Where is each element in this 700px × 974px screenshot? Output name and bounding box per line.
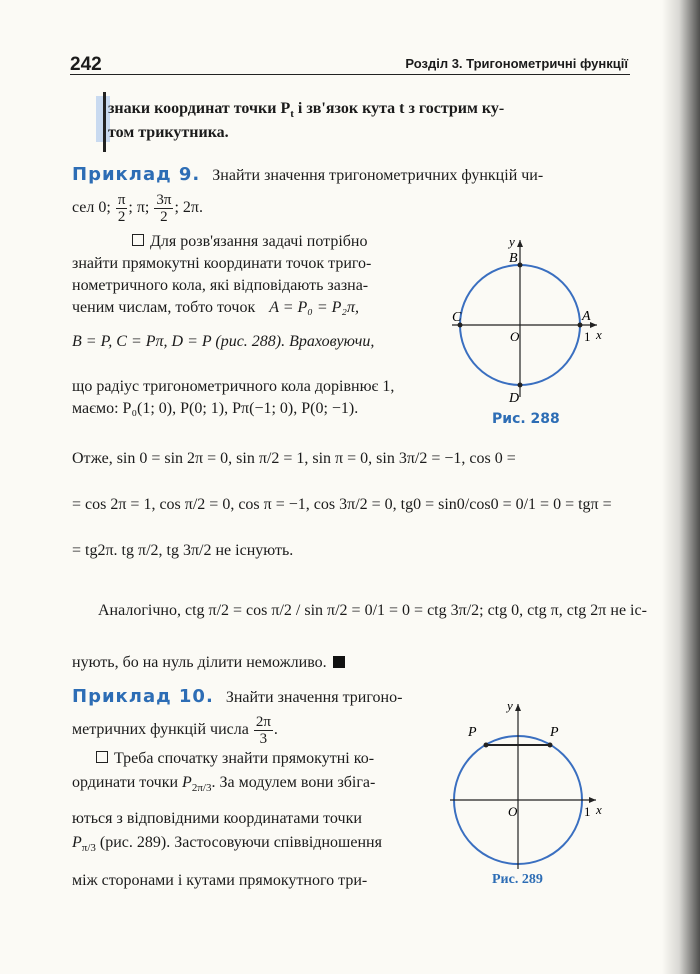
label-c: C [452, 310, 462, 325]
margin-bar [103, 92, 106, 152]
example-9-heading: Приклад 9. [72, 164, 201, 185]
cos-tg-values-line: = cos 2π = 1, cos π/2 = 0, cos π = −1, cos 3π/2 = 0, tg0 = sin0/cos0 = 0/1 = 0 = tgπ = [72, 496, 612, 513]
figure-289 [446, 694, 616, 894]
coordinates-line: маємо: P₀(1; 0), P(0; 1), Pπ(−1; 0), P(0; −1). [72, 400, 359, 417]
label-b: B [509, 251, 518, 266]
example-9-title: Приклад 9. Знайти значення тригонометричних функцій чи- [72, 164, 544, 185]
conclusion-line: нують, бо на нуль ділити неможливо. [72, 652, 345, 674]
tg-undefined-line: = tg2π. tg π/2, tg 3π/2 не існують. [72, 542, 294, 559]
example-10-title: Приклад 10. Знайти значення тригоно- [72, 686, 403, 707]
example-10-number: метричних функцій числа $\frac{2\pi}{3}$ . [72, 714, 278, 747]
sol10-line-4: $P_{\pi/3}$ (рис. 289). Застосовуючи співвідношення [72, 834, 382, 855]
example-9-numbers: сел 0; $\frac{\pi}{2}$ ; π; $\frac{3\pi}{2}$ ; 2π. [72, 192, 203, 225]
x-arrow-icon-289 [589, 797, 596, 803]
solution-start-square [132, 234, 144, 246]
sol10-line-2: ординати точки $P_{2\pi/3}$. За модулем вони збіга- [72, 774, 376, 795]
label-p-pi-3: P [550, 725, 559, 740]
point-b [518, 263, 523, 268]
ctg-values-line: Аналогічно, ctg π/2 = cos π/2 / sin π/2 = 0/1 = 0 = ctg 3π/2; ctg 0, ctg π, ctg 2π не іс- [98, 602, 647, 619]
sin-values-line: Отже, sin 0 = sin 2π = 0, sin π/2 = 1, sin π = 0, sin 3π/2 = −1, cos 0 = [72, 450, 516, 467]
label-x-289: x [596, 802, 602, 817]
solution-start-square-10 [96, 751, 108, 763]
figure-289-caption: Рис. 289 [492, 872, 543, 887]
page-edge-shadow [662, 0, 700, 974]
label-y: y [509, 234, 515, 249]
sol10-line-5: між сторонами і кутами прямокутного три- [72, 872, 368, 889]
fraction-2pi-3: $\frac{2\pi}{3}$ [255, 714, 271, 747]
sol10-line-1: Треба спочатку знайти прямокутні ко- [96, 748, 374, 770]
solution-end-square [333, 656, 345, 668]
chapter-title: Розділ 3. Тригонометричні функції [405, 56, 628, 71]
label-one: 1 [584, 329, 591, 344]
label-y-289: y [507, 698, 513, 713]
points-bcd-line: B = P, C = Pπ, D = P (рис. 288). Враховуючи, [72, 333, 375, 350]
point-p-2pi-3 [484, 743, 489, 748]
figure-288 [452, 232, 612, 432]
sol9-line-4: ченим числам, тобто точок A = P₀ = P₂π, [72, 299, 359, 316]
header-rule [70, 74, 630, 75]
y-arrow-icon [517, 240, 523, 247]
example-10-heading: Приклад 10. [72, 686, 214, 707]
label-origin-289: O [508, 804, 518, 819]
label-p-2pi-3: P [468, 725, 477, 740]
point-p-pi-3 [548, 743, 553, 748]
label-a: A [582, 309, 591, 324]
page-number: 242 [70, 54, 102, 75]
sol9-line-1: Для розв'язання задачі потрібно [132, 231, 367, 253]
fraction-pi-2: $\frac{\pi}{2}$ [117, 192, 126, 225]
intro-line-1: знаки координат точки $P_t$ і зв'язок кута t з гострим ку- [108, 100, 505, 121]
label-d: D [509, 391, 520, 406]
intro-line-2: том трикутника. [108, 124, 229, 141]
sol9-line-3: нометричного кола, які відповідають зазна- [72, 277, 369, 294]
label-origin: O [510, 329, 520, 344]
fraction-3pi-2: $\frac{3\pi}{2}$ [156, 192, 172, 225]
label-x: x [596, 327, 602, 342]
sol9-line-2: знайти прямокутні координати точок триго- [72, 255, 372, 272]
point-d [518, 383, 523, 388]
sol10-line-3: ються з відповідними координатами точки [72, 810, 362, 827]
radius-line: що радіус тригонометричного кола дорівнює 1, [72, 378, 395, 395]
y-arrow-icon-289 [515, 704, 521, 711]
figure-288-caption: Рис. 288 [492, 411, 560, 427]
label-one-289: 1 [584, 804, 591, 819]
